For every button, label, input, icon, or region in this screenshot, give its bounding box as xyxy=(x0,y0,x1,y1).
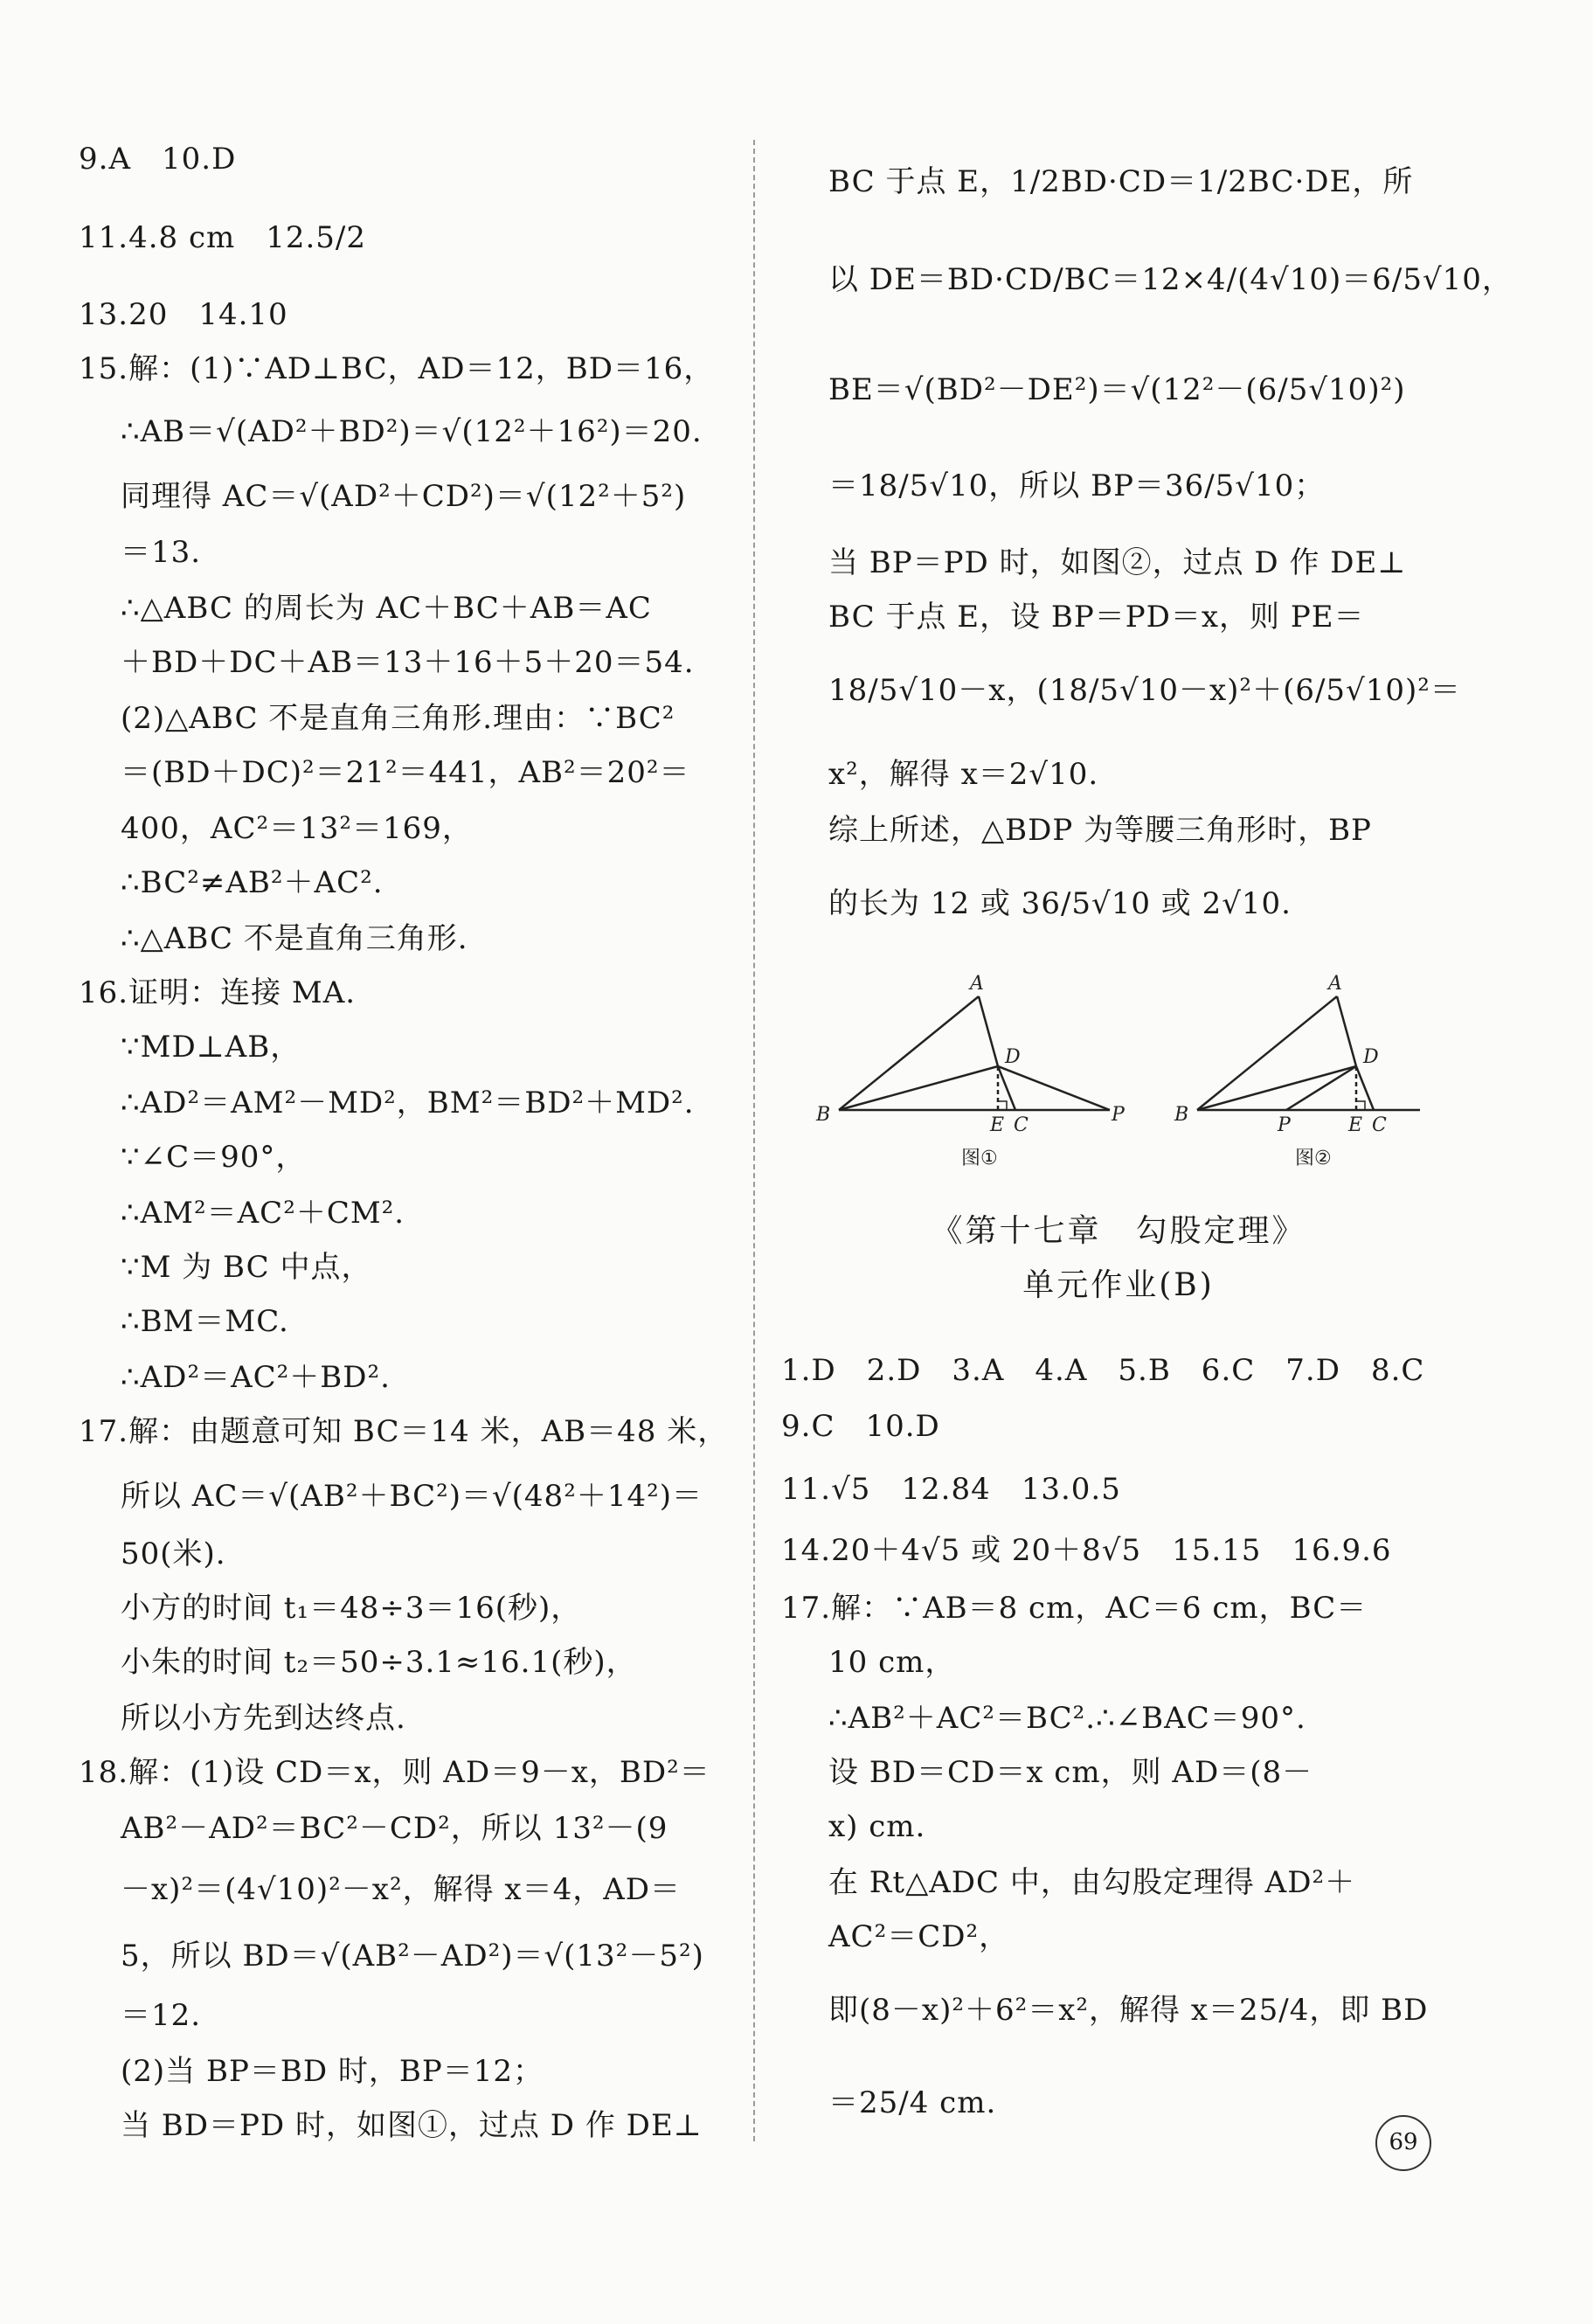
text-line: 16.证明：连接 MA. xyxy=(79,975,357,1010)
text-line: ∵MD⊥AB， xyxy=(121,1030,301,1065)
label-b: B xyxy=(816,1104,831,1126)
text-line: ∴BM＝MC. xyxy=(121,1304,289,1339)
label-c: C xyxy=(1372,1114,1387,1136)
text-line: 1.D 2.D 3.A 4.A 5.B 6.C 7.D 8.C xyxy=(781,1353,1425,1388)
label-p: P xyxy=(1112,1104,1125,1126)
column-divider xyxy=(753,140,755,2141)
text-line: ∴AD²＝AC²＋BD². xyxy=(121,1360,391,1395)
text-line: ∵∠C＝90°， xyxy=(121,1140,307,1175)
text-line: ∴△ABC 不是直角三角形. xyxy=(121,921,468,956)
text-line: AB²－AD²＝BC²－CD²，所以 13²－(9 xyxy=(121,1811,668,1846)
text-line: 11.4.8 cm 12.5/2 xyxy=(79,220,367,255)
text-line: ＝18/5√10，所以 BP＝36/5√10； xyxy=(828,468,1326,503)
text-line: 17.解：∵AB＝8 cm，AC＝6 cm，BC＝ xyxy=(781,1591,1368,1626)
text-line: 同理得 AC＝√(AD²＋CD²)＝√(12²＋5²) xyxy=(121,479,687,514)
text-line: 9.C 10.D xyxy=(781,1409,940,1444)
text-line: 所以 AC＝√(AB²＋BC²)＝√(48²＋14²)＝ xyxy=(121,1479,703,1514)
text-line: BC 于点 E，设 BP＝PD＝x，则 PE＝ xyxy=(828,600,1365,635)
text-line: ∴AB＝√(AD²＋BD²)＝√(12²＋16²)＝20. xyxy=(121,414,703,449)
label-d: D xyxy=(1005,1046,1021,1068)
text-line: 当 BD＝PD 时，如图①，过点 D 作 DE⊥ xyxy=(121,2108,703,2143)
text-line: 10 cm， xyxy=(828,1645,956,1680)
text-line: ∴△ABC 的周长为 AC＋BC＋AB＝AC xyxy=(121,591,652,626)
text-line: 以 DE＝BD·CD/BC＝12×4/(4√10)＝6/5√10， xyxy=(828,262,1513,297)
text-line: 9.A 10.D xyxy=(79,142,237,177)
text-line: ＝13. xyxy=(121,535,202,570)
text-line: 小方的时间 t₁＝48÷3＝16(秒)， xyxy=(121,1591,582,1626)
label-c: C xyxy=(1014,1114,1029,1136)
text-line: 综上所述，△BDP 为等腰三角形时，BP xyxy=(828,813,1372,848)
label-b: B xyxy=(1174,1104,1189,1126)
text-line: (2)△ABC 不是直角三角形.理由：∵BC² xyxy=(121,701,675,736)
text-line: x²，解得 x＝2√10. xyxy=(828,757,1099,792)
text-line: 5，所以 BD＝√(AB²－AD²)＝√(13²－5²) xyxy=(121,1939,704,1974)
triangle-diagram-1 xyxy=(813,970,1162,1180)
text-line: 14.20＋4√5 或 20＋8√5 15.15 16.9.6 xyxy=(781,1533,1392,1568)
page-number: 69 xyxy=(1375,2115,1431,2171)
text-line: BC 于点 E，1/2BD·CD＝1/2BC·DE，所 xyxy=(828,164,1414,199)
text-line: 400，AC²＝13²＝169， xyxy=(121,811,473,846)
text-line: ＝(BD＋DC)²＝21²＝441，AB²＝20²＝ xyxy=(121,755,690,790)
label-d: D xyxy=(1363,1046,1379,1068)
text-line: ∴AD²＝AM²－MD²，BM²＝BD²＋MD². xyxy=(121,1086,695,1120)
text-line: (2)当 BP＝BD 时，BP＝12； xyxy=(121,2054,544,2089)
text-line: 所以小方先到达终点. xyxy=(121,1701,406,1736)
text-line: ∵M 为 BC 中点， xyxy=(121,1250,372,1285)
text-line: 在 Rt△ADC 中，由勾股定理得 AD²＋ xyxy=(828,1865,1356,1900)
text-line: －x)²＝(4√10)²－x²，解得 x＝4，AD＝ xyxy=(121,1872,682,1907)
text-line: BE＝√(BD²－DE²)＝√(12²－(6/5√10)²) xyxy=(828,372,1406,407)
text-line: 50(米). xyxy=(121,1537,226,1571)
text-line: ∴AB²＋AC²＝BC².∴∠BAC＝90°. xyxy=(828,1701,1306,1736)
text-line: 设 BD＝CD＝x cm，则 AD＝(8－ xyxy=(828,1755,1313,1790)
text-line: ＝12. xyxy=(121,1998,202,2033)
text-line: 的长为 12 或 36/5√10 或 2√10. xyxy=(828,886,1292,921)
text-line: 小朱的时间 t₂＝50÷3.1≈16.1(秒)， xyxy=(121,1645,637,1680)
text-line: 18.解：(1)设 CD＝x，则 AD＝9－x，BD²＝ xyxy=(79,1755,710,1790)
text-line: ∴AM²＝AC²＋CM². xyxy=(121,1196,405,1231)
text-line: 13.20 14.10 xyxy=(79,297,288,332)
section-header xyxy=(786,1206,1451,1311)
figure-caption: 图① xyxy=(961,1148,998,1169)
chapter-subtitle: 单元作业(B) xyxy=(1022,1267,1215,1303)
text-line: ∴BC²≠AB²＋AC². xyxy=(121,865,384,900)
text-line: 即(8－x)²＋6²＝x²，解得 x＝25/4，即 BD xyxy=(828,1993,1429,2028)
text-line: AC²＝CD²， xyxy=(828,1919,1010,1954)
text-line: ＝25/4 cm. xyxy=(828,2085,997,2120)
label-e: E xyxy=(990,1114,1005,1136)
triangle-diagram-2 xyxy=(1171,970,1433,1180)
label-p: P xyxy=(1278,1114,1291,1136)
text-line: x) cm. xyxy=(828,1809,926,1844)
text-line: 15.解：(1)∵AD⊥BC，AD＝12，BD＝16， xyxy=(79,351,715,386)
figure-caption: 图② xyxy=(1295,1148,1332,1169)
label-a: A xyxy=(1328,973,1342,995)
figure-1 xyxy=(813,970,1162,1180)
label-e: E xyxy=(1348,1114,1363,1136)
text-line: 11.√5 12.84 13.0.5 xyxy=(781,1472,1121,1507)
text-line: ＋BD＋DC＋AB＝13＋16＋5＋20＝54. xyxy=(121,645,695,680)
chapter-title: 《第十七章 勾股定理》 xyxy=(931,1213,1306,1249)
text-line: 当 BP＝PD 时，如图②，过点 D 作 DE⊥ xyxy=(828,545,1407,580)
text-line: 18/5√10－x，(18/5√10－x)²＋(6/5√10)²＝ xyxy=(828,673,1461,708)
text-line: 17.解：由题意可知 BC＝14 米，AB＝48 米， xyxy=(79,1414,729,1449)
figure-2 xyxy=(1171,970,1433,1180)
label-a: A xyxy=(970,973,984,995)
